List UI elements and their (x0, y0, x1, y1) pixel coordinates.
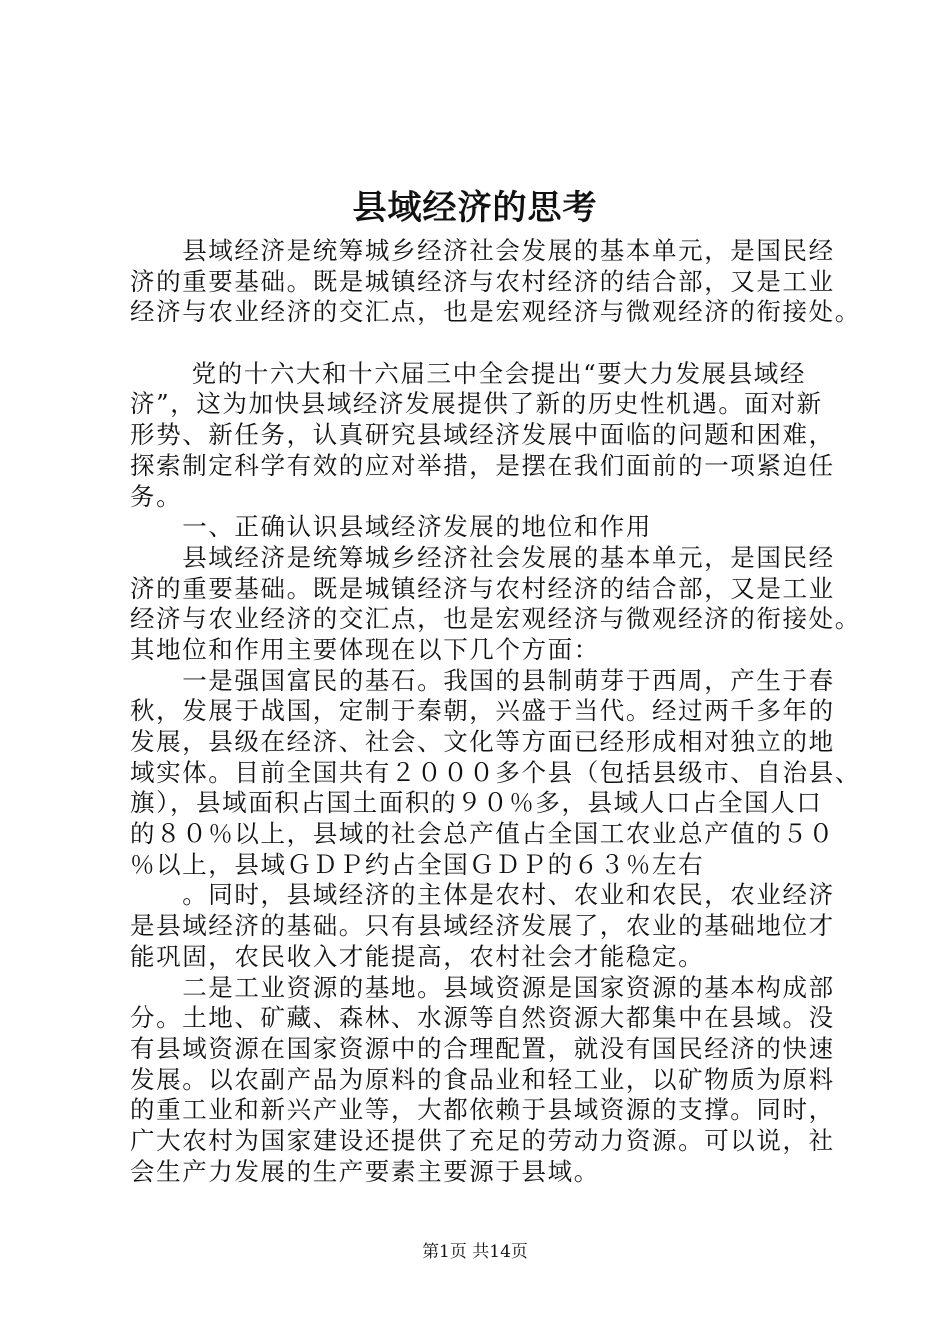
text-line: 一、正确认识县域经济发展的地位和作用 (130, 512, 652, 542)
text-line: ％以上，县域ＧＤＰ约占全国ＧＤＰ的６３％左右 (130, 849, 705, 879)
text-line: 经济与农业经济的交汇点，也是宏观经济与微观经济的衔接处。 (130, 297, 861, 327)
text-line: 县域经济是统筹城乡经济社会发展的基本单元，是国民经 (130, 542, 835, 572)
text-line: 济”，这为加快县域经济发展提供了新的历史性机遇。面对新 (130, 389, 823, 419)
text-line: 分。土地、矿藏、森林、水源等自然资源大都集中在县域。没 (130, 1003, 835, 1033)
text-line: 有县域资源在国家资源中的合理配置，就没有国民经济的快速 (130, 1033, 835, 1063)
text-line: 会生产力发展的生产要素主要源于县域。 (130, 1156, 600, 1186)
text-line: 是县域经济的基础。只有县域经济发展了，农业的基础地位才 (130, 911, 835, 941)
text-line: 县域经济是统筹城乡经济社会发展的基本单元，是国民经 (130, 236, 835, 265)
text-line: 发展，县级在经济、社会、文化等方面已经形成相对独立的地 (130, 727, 835, 756)
text-line: 济的重要基础。既是城镇经济与农村经济的结合部，又是工业 (130, 573, 835, 603)
text-line: 。同时，县域经济的主体是农村、农业和农民，农业经济 (130, 880, 835, 910)
text-line: 党的十六大和十六届三中全会提出“要大力发展县域经 (130, 358, 807, 388)
document-title: 县域经济的思考 (352, 188, 598, 228)
text-line: 的重工业和新兴产业等，大都依赖于县域资源的支撑。同时， (130, 1095, 835, 1125)
text-line: 济的重要基础。既是城镇经济与农村经济的结合部，又是工业 (130, 266, 835, 296)
text-line: 务。 (130, 481, 183, 511)
text-line: 形势、新任务，认真研究县域经济发展中面临的问题和困难， (130, 420, 835, 450)
text-line: 探索制定科学有效的应对举措，是摆在我们面前的一项紧迫任 (130, 450, 835, 480)
text-line: 的８０％以上，县域的社会总产值占全国工农业总产值的５０ (130, 819, 835, 849)
document-body (130, 236, 861, 1187)
text-line: 域实体。目前全国共有２０００多个县（包括县级市、自治县、 (130, 757, 861, 787)
text-line: 一是强国富民的基石。我国的县制萌芽于西周，产生于春 (130, 665, 835, 695)
text-line: 发展。以农副产品为原料的食品业和轻工业，以矿物质为原料 (130, 1064, 835, 1094)
page-footer: 第1页 共14页 (422, 1242, 528, 1262)
text-line: 能巩固，农民收入才能提高，农村社会才能稳定。 (130, 941, 705, 971)
text-line: 广大农村为国家建设还提供了充足的劳动力资源。可以说，社 (130, 1125, 835, 1155)
text-line: 经济与农业经济的交汇点，也是宏观经济与微观经济的衔接处。 (130, 604, 861, 634)
text-line: 二是工业资源的基地。县域资源是国家资源的基本构成部 (130, 972, 835, 1002)
text-line: 旗），县域面积占国土面积的９０％多，县域人口占全国人口 (130, 788, 823, 818)
text-line: 其地位和作用主要体现在以下几个方面： (130, 634, 600, 664)
blank-line (130, 328, 850, 359)
text-line: 秋，发展于战国，定制于秦朝，兴盛于当代。经过两千多年的 (130, 696, 835, 726)
